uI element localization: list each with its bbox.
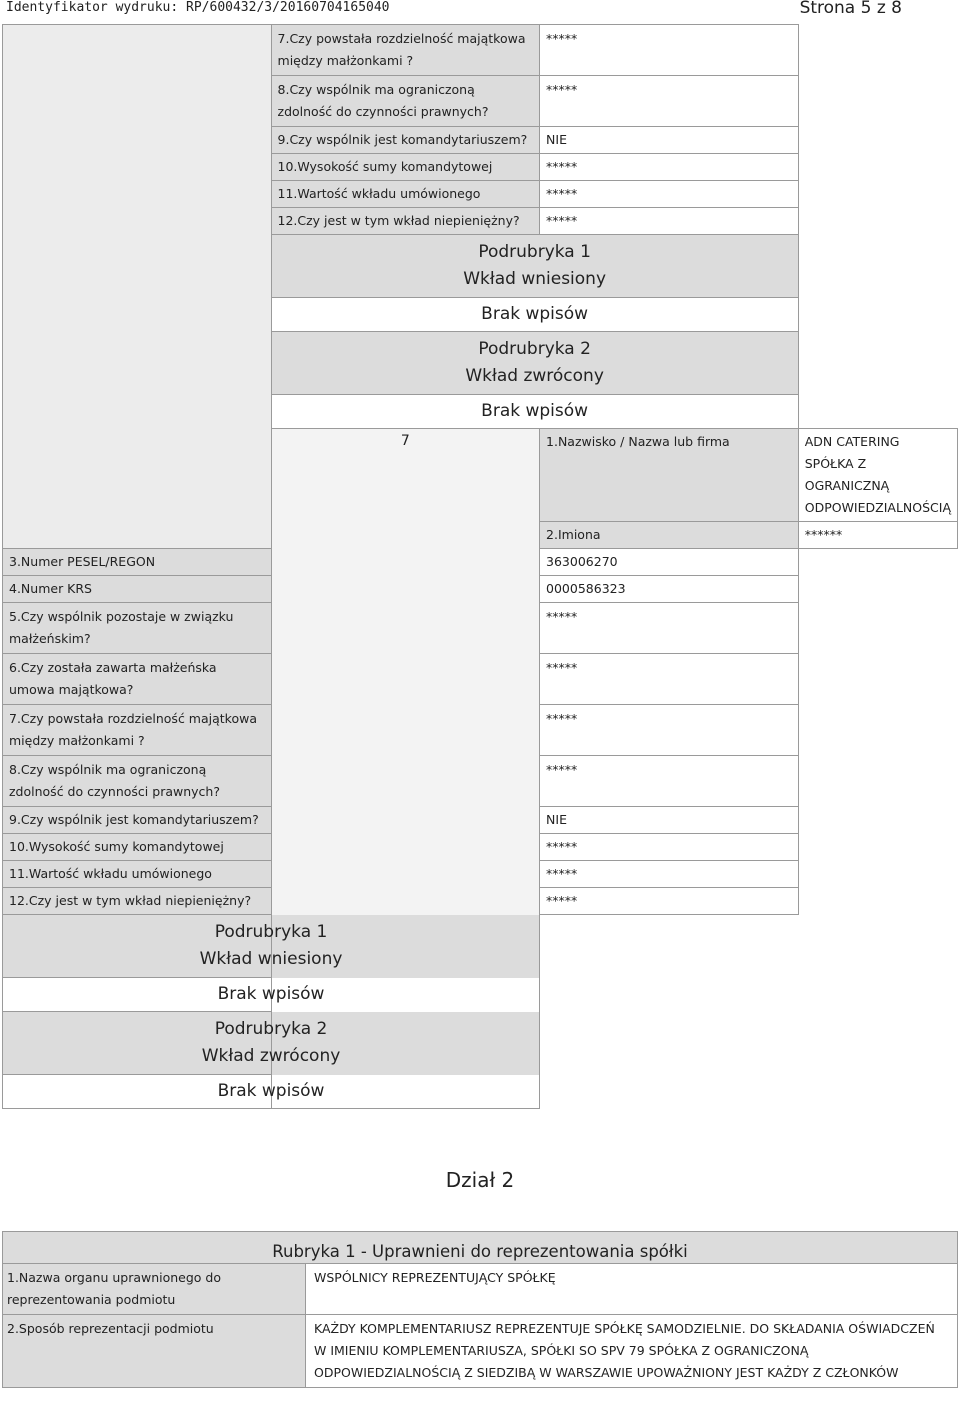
row-label: 5.Czy wspólnik pozostaje w związku małżeńskim?: [3, 603, 272, 654]
entry-number-cell: [3, 25, 272, 549]
row-label: 8.Czy wspólnik ma ograniczoną zdolność do czynności prawnych?: [3, 756, 272, 807]
row-label: 6.Czy została zawarta małżeńska umowa majątkowa?: [3, 654, 272, 705]
row-label: 2.Imiona: [540, 522, 799, 549]
row-value: NIE: [540, 127, 799, 154]
subsection-subtitle: Wkład zwrócony: [465, 366, 604, 386]
subsection-title: Podrubryka 1: [214, 922, 328, 942]
row-label: 8.Czy wspólnik ma ograniczoną zdolność do czynności prawnych?: [271, 76, 540, 127]
subsection-title: Podrubryka 1: [478, 242, 591, 262]
row-label: 11.Wartość wkładu umówionego: [271, 181, 540, 208]
table-row: [3, 1264, 958, 1315]
rubric-title: Rubryka 1 - Uprawnieni do reprezentowania spółki: [3, 1232, 958, 1264]
register-table: [2, 24, 958, 1109]
row-value: 363006270: [540, 549, 799, 576]
subsection-subtitle: Wkład zwrócony: [201, 1046, 341, 1066]
subsection-header: [271, 235, 798, 298]
subsection-header: [271, 332, 798, 395]
row-value: NIE: [540, 807, 799, 834]
row-label: 7.Czy powstała rozdzielność majątkowa między małżonkami ?: [3, 705, 272, 756]
row-label: 3.Numer PESEL/REGON: [3, 549, 272, 576]
subsection-header: [3, 1012, 540, 1075]
row-value: *****: [540, 603, 799, 654]
row-value: *****: [540, 76, 799, 127]
row-label: 11.Wartość wkładu umówionego: [3, 861, 272, 888]
row-label: 10.Wysokość sumy komandytowej: [271, 154, 540, 181]
row-label: 9.Czy wspólnik jest komandytariuszem?: [271, 127, 540, 154]
entry-number: 7: [271, 429, 540, 1109]
row-value: *****: [540, 181, 799, 208]
row-label: 12.Czy jest w tym wkład niepieniężny?: [3, 888, 272, 915]
subsection-subtitle: Wkład wniesiony: [199, 949, 343, 969]
row-label: 1.Nazwa organu uprawnionego do reprezentowania podmiotu: [3, 1264, 306, 1315]
subsection-content: Brak wpisów: [3, 1075, 540, 1109]
row-label: 4.Numer KRS: [3, 576, 272, 603]
row-value: ******: [798, 522, 957, 549]
row-value: ADN CATERING SPÓŁKA Z OGRANICZNĄ ODPOWIEDZIALNOŚCIĄ: [798, 429, 957, 522]
row-value: 0000586323: [540, 576, 799, 603]
row-value: *****: [540, 208, 799, 235]
row-value: KAŻDY KOMPLEMENTARIUSZ REPREZENTUJE SPÓŁKĘ SAMODZIELNIE. DO SKŁADANIA OŚWIADCZEŃ W IMIENIU KOMPLEMENTARIUSZA, SPÓŁKI SO SPV 79 SPÓŁKA Z OGRANICZONĄ ODPOWIEDZIALNOŚCIĄ Z SIEDZIBĄ W WARSZAWIE UPOWAŻNIONY JEST KAŻDY Z CZŁONKÓW: [306, 1315, 958, 1388]
subsection-subtitle: Wkład wniesiony: [463, 269, 607, 289]
subsection-content: Brak wpisów: [271, 395, 798, 429]
row-value: *****: [540, 861, 799, 888]
row-label: 12.Czy jest w tym wkład niepieniężny?: [271, 208, 540, 235]
section-2-table: [2, 1231, 958, 1388]
subsection-content: Brak wpisów: [3, 978, 540, 1012]
subsection-title: Podrubryka 2: [214, 1019, 328, 1039]
row-value: *****: [540, 888, 799, 915]
row-value: *****: [540, 154, 799, 181]
row-label: 9.Czy wspólnik jest komandytariuszem?: [3, 807, 272, 834]
table-row: [3, 1315, 958, 1388]
row-label: 1.Nazwisko / Nazwa lub firma: [540, 429, 799, 522]
row-value: *****: [540, 25, 799, 76]
row-label: 7.Czy powstała rozdzielność majątkowa między małżonkami ?: [271, 25, 540, 76]
subsection-header: [3, 915, 540, 978]
row-value: *****: [540, 834, 799, 861]
row-value: *****: [540, 756, 799, 807]
row-value: WSPÓLNICY REPREZENTUJĄCY SPÓŁKĘ: [306, 1264, 958, 1315]
table-row: [3, 25, 958, 76]
row-label: 10.Wysokość sumy komandytowej: [3, 834, 272, 861]
print-identifier: Identyfikator wydruku: RP/600432/3/20160704165040: [6, 0, 390, 15]
subsection-content: Brak wpisów: [271, 298, 798, 332]
subsection-title: Podrubryka 2: [478, 339, 591, 359]
row-label: 2.Sposób reprezentacji podmiotu: [3, 1315, 306, 1388]
page-number: Strona 5 z 8: [799, 0, 902, 18]
row-value: *****: [540, 654, 799, 705]
section-title: Dział 2: [445, 1168, 515, 1192]
row-value: *****: [540, 705, 799, 756]
